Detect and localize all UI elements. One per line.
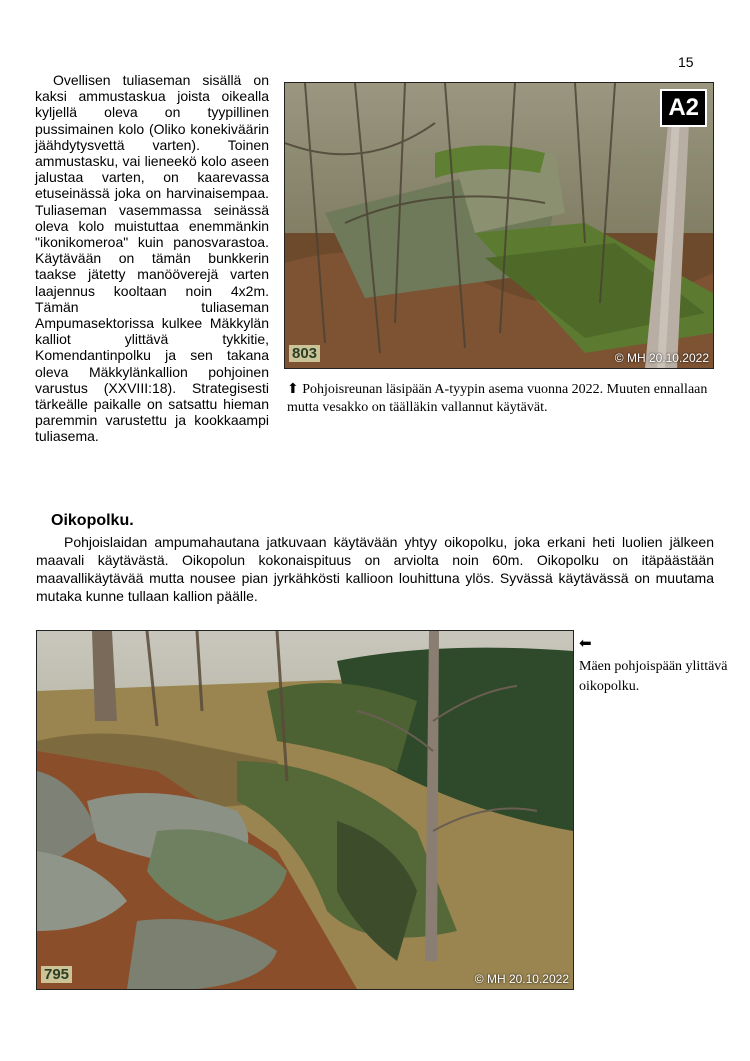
up-arrow-icon: ⬆ [287, 382, 299, 397]
photo-number: 803 [289, 345, 320, 362]
section-paragraph: Pohjoislaidan ampumahautana jatkuvaan käytävään yhtyy oikopolku, joka erkani heti luolien jälkeen maavali käytävästä. Oikopolun kokonaispituus on arviolta noin 60m. Oikopolku on itäpäästään maavallikäytävää mutta nousee pian jyrkähkösti kallioon louhittuna ylös. Syvässä käytävässä on muutama mutaka kunne tullaan kallion päälle. [36, 534, 714, 604]
page-number: 15 [678, 54, 694, 70]
type-badge: A2 [660, 89, 707, 127]
left-arrow-icon: ⬅ [579, 635, 592, 652]
section-heading: Oikopolku. [51, 512, 134, 529]
photo-caption: Mäen pohjoispään ylittävä oikopolku. [579, 659, 728, 694]
photo-number: 795 [41, 966, 72, 983]
bunker-photo-illustration [285, 83, 713, 368]
intro-paragraph: Ovellisen tuliaseman sisällä on kaksi ammustaskua joista oikealla kyljellä oleva on tyypillinen pussimainen kolo (Oliko konekiväärin jäähdytysvettä varten). Toinen ammustasku, vai lieneekö kolo aseen jalustaa varten, on kaarevassa etuseinässä joka on harvinaisempaa. Tuliaseman vasemmassa seinässä oleva kolo muistuttaa enemmänkin "ikonikomeroa" kuin panosvarastoa. Käytävään on tämän bunkkerin taakse jätetty manööverejä varten laajennus kooltaan noin 4x2m. Tämän tuliaseman Ampumasektorissa kulkee Mäkkylän kalliot ylittävä tykkitie, Komendantinpolku ja sen takana oleva Mäkkylänkallion pohjoinen varustus (XXVIII:18). Strategisesti tärkeälle paikalle on satsattu hieman paremmin varustettu ja kookkaampi tuliasema. [35, 72, 269, 445]
photo-caption [287, 381, 712, 416]
path-photo [36, 630, 574, 990]
path-photo-illustration [37, 631, 573, 989]
photo-copyright: © MH 20.10.2022 [474, 972, 569, 986]
photo-caption-text: Pohjoisreunan läsipään A-tyypin asema vuonna 2022. Muuten ennallaan mutta vesakko on täälläkin vallannut käytävät. [287, 382, 708, 415]
bunker-photo [284, 82, 714, 369]
photo-copyright: © MH 20.10.2022 [614, 351, 709, 365]
